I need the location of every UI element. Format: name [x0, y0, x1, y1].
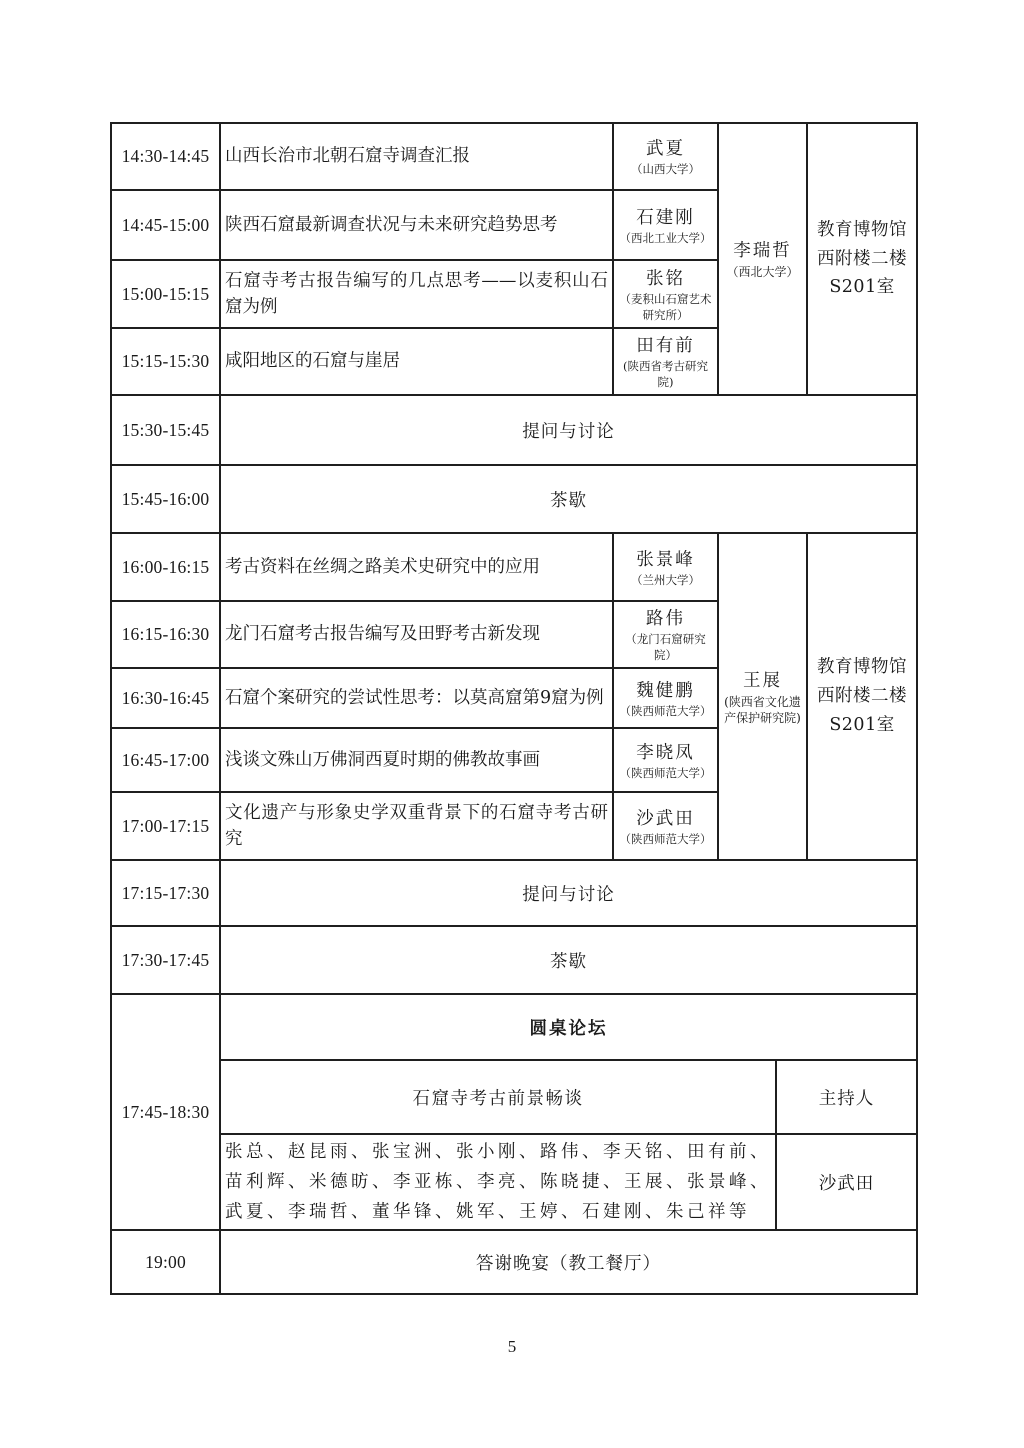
time-cell: 17:00-17:15 [111, 792, 220, 860]
speaker-cell [613, 260, 718, 328]
tea-break-row [111, 926, 917, 994]
moderator-cell [718, 123, 807, 395]
speaker-affiliation: （兰州大学） [631, 572, 700, 587]
time-cell: 17:45-18:30 [111, 994, 220, 1230]
qa-label: 提问与讨论 [220, 395, 917, 465]
moderator-cell [718, 533, 807, 860]
moderator-name: 王展 [743, 670, 782, 691]
location-text: 教育博物馆西附楼二楼S201室 [817, 657, 908, 735]
speaker-cell [613, 190, 718, 260]
speaker-name: 路伟 [646, 609, 685, 630]
topic-cell: 浅谈文殊山万佛洞西夏时期的佛教故事画 [220, 728, 613, 792]
page-number: 5 [507, 1337, 517, 1356]
time-cell: 16:30-16:45 [111, 668, 220, 728]
moderator-name: 李瑞哲 [733, 241, 792, 262]
moderator-affiliation: （西北大学） [726, 265, 799, 280]
topic-cell: 石窟个案研究的尝试性思考：以莫高窟第9窟为例 [220, 668, 613, 728]
speaker-cell [613, 792, 718, 860]
time-cell: 15:30-15:45 [111, 395, 220, 465]
topic-cell: 陕西石窟最新调查状况与未来研究趋势思考 [220, 190, 613, 260]
speaker-cell [613, 123, 718, 190]
schedule-table [110, 122, 918, 1295]
speaker-name: 石建刚 [636, 207, 695, 228]
speaker-cell [613, 728, 718, 792]
dinner-row [111, 1230, 917, 1294]
qa-row [111, 395, 917, 465]
speaker-name: 田有前 [636, 336, 695, 357]
host-label: 主持人 [776, 1060, 917, 1134]
time-cell: 14:30-14:45 [111, 123, 220, 190]
time-cell: 15:45-16:00 [111, 465, 220, 533]
host-name: 沙武田 [776, 1134, 917, 1230]
speaker-name: 武夏 [646, 139, 685, 160]
roundtable-header-row [111, 994, 917, 1060]
tea-break-label: 茶歇 [220, 465, 917, 533]
topic-cell: 山西长治市北朝石窟寺调查汇报 [220, 123, 613, 190]
roundtable-participants-row [111, 1134, 917, 1230]
speaker-name: 张景峰 [636, 549, 695, 570]
speaker-cell [613, 533, 718, 601]
time-cell: 15:00-15:15 [111, 260, 220, 328]
moderator-affiliation: (陕西省文化遗产保护研究院) [724, 694, 801, 725]
speaker-affiliation: （龙门石窟研究院） [625, 632, 706, 662]
qa-row [111, 860, 917, 926]
time-cell: 15:15-15:30 [111, 328, 220, 395]
time-cell: 17:30-17:45 [111, 926, 220, 994]
time-cell: 17:15-17:30 [111, 860, 220, 926]
speaker-affiliation: (陕西省考古研究院) [623, 359, 708, 389]
participants-list: 张总、赵昆雨、张宝洲、张小刚、路伟、李天铭、田有前、苗利辉、米德昉、李亚栋、李亮、陈晓捷、王展、张景峰、武夏、李瑞哲、董华锋、姚军、王婷、石建刚、朱己祥等 [220, 1134, 776, 1230]
speaker-cell [613, 601, 718, 668]
roundtable-topic-row [111, 1060, 917, 1134]
speaker-cell [613, 668, 718, 728]
topic-cell: 石窟寺考古报告编写的几点思考——以麦积山石窟为例 [220, 260, 613, 328]
speaker-affiliation: （麦积山石窟艺术研究所） [619, 291, 712, 322]
speaker-affiliation: （陕西师范大学） [619, 831, 712, 846]
speaker-name: 张铭 [646, 268, 685, 289]
roundtable-topic: 石窟寺考古前景畅谈 [220, 1060, 776, 1134]
topic-cell: 文化遗产与形象史学双重背景下的石窟寺考古研究 [220, 792, 613, 860]
time-cell: 16:15-16:30 [111, 601, 220, 668]
speaker-affiliation: （陕西师范大学） [619, 703, 712, 718]
dinner-label: 答谢晚宴（教工餐厅） [220, 1230, 917, 1294]
speaker-name: 魏健鹏 [636, 680, 695, 701]
tea-break-row [111, 465, 917, 533]
topic-cell: 龙门石窟考古报告编写及田野考古新发现 [220, 601, 613, 668]
speaker-cell [613, 328, 718, 395]
time-cell: 16:00-16:15 [111, 533, 220, 601]
time-cell: 16:45-17:00 [111, 728, 220, 792]
qa-label: 提问与讨论 [220, 860, 917, 926]
speaker-affiliation: （陕西师范大学） [619, 765, 712, 780]
location-cell [807, 533, 917, 860]
time-cell: 14:45-15:00 [111, 190, 220, 260]
speaker-name: 沙武田 [636, 808, 695, 829]
tea-break-label: 茶歇 [220, 926, 917, 994]
talk-row [111, 123, 917, 190]
talk-row [111, 533, 917, 601]
topic-cell: 考古资料在丝绸之路美术史研究中的应用 [220, 533, 613, 601]
roundtable-title: 圆桌论坛 [220, 994, 917, 1060]
location-cell [807, 123, 917, 395]
time-cell: 19:00 [111, 1230, 220, 1294]
speaker-affiliation: （西北工业大学） [619, 230, 712, 245]
speaker-affiliation: （山西大学） [631, 162, 700, 177]
topic-cell: 咸阳地区的石窟与崖居 [220, 328, 613, 395]
speaker-name: 李晓凤 [636, 742, 695, 763]
location-text: 教育博物馆西附楼二楼S201室 [817, 219, 908, 298]
